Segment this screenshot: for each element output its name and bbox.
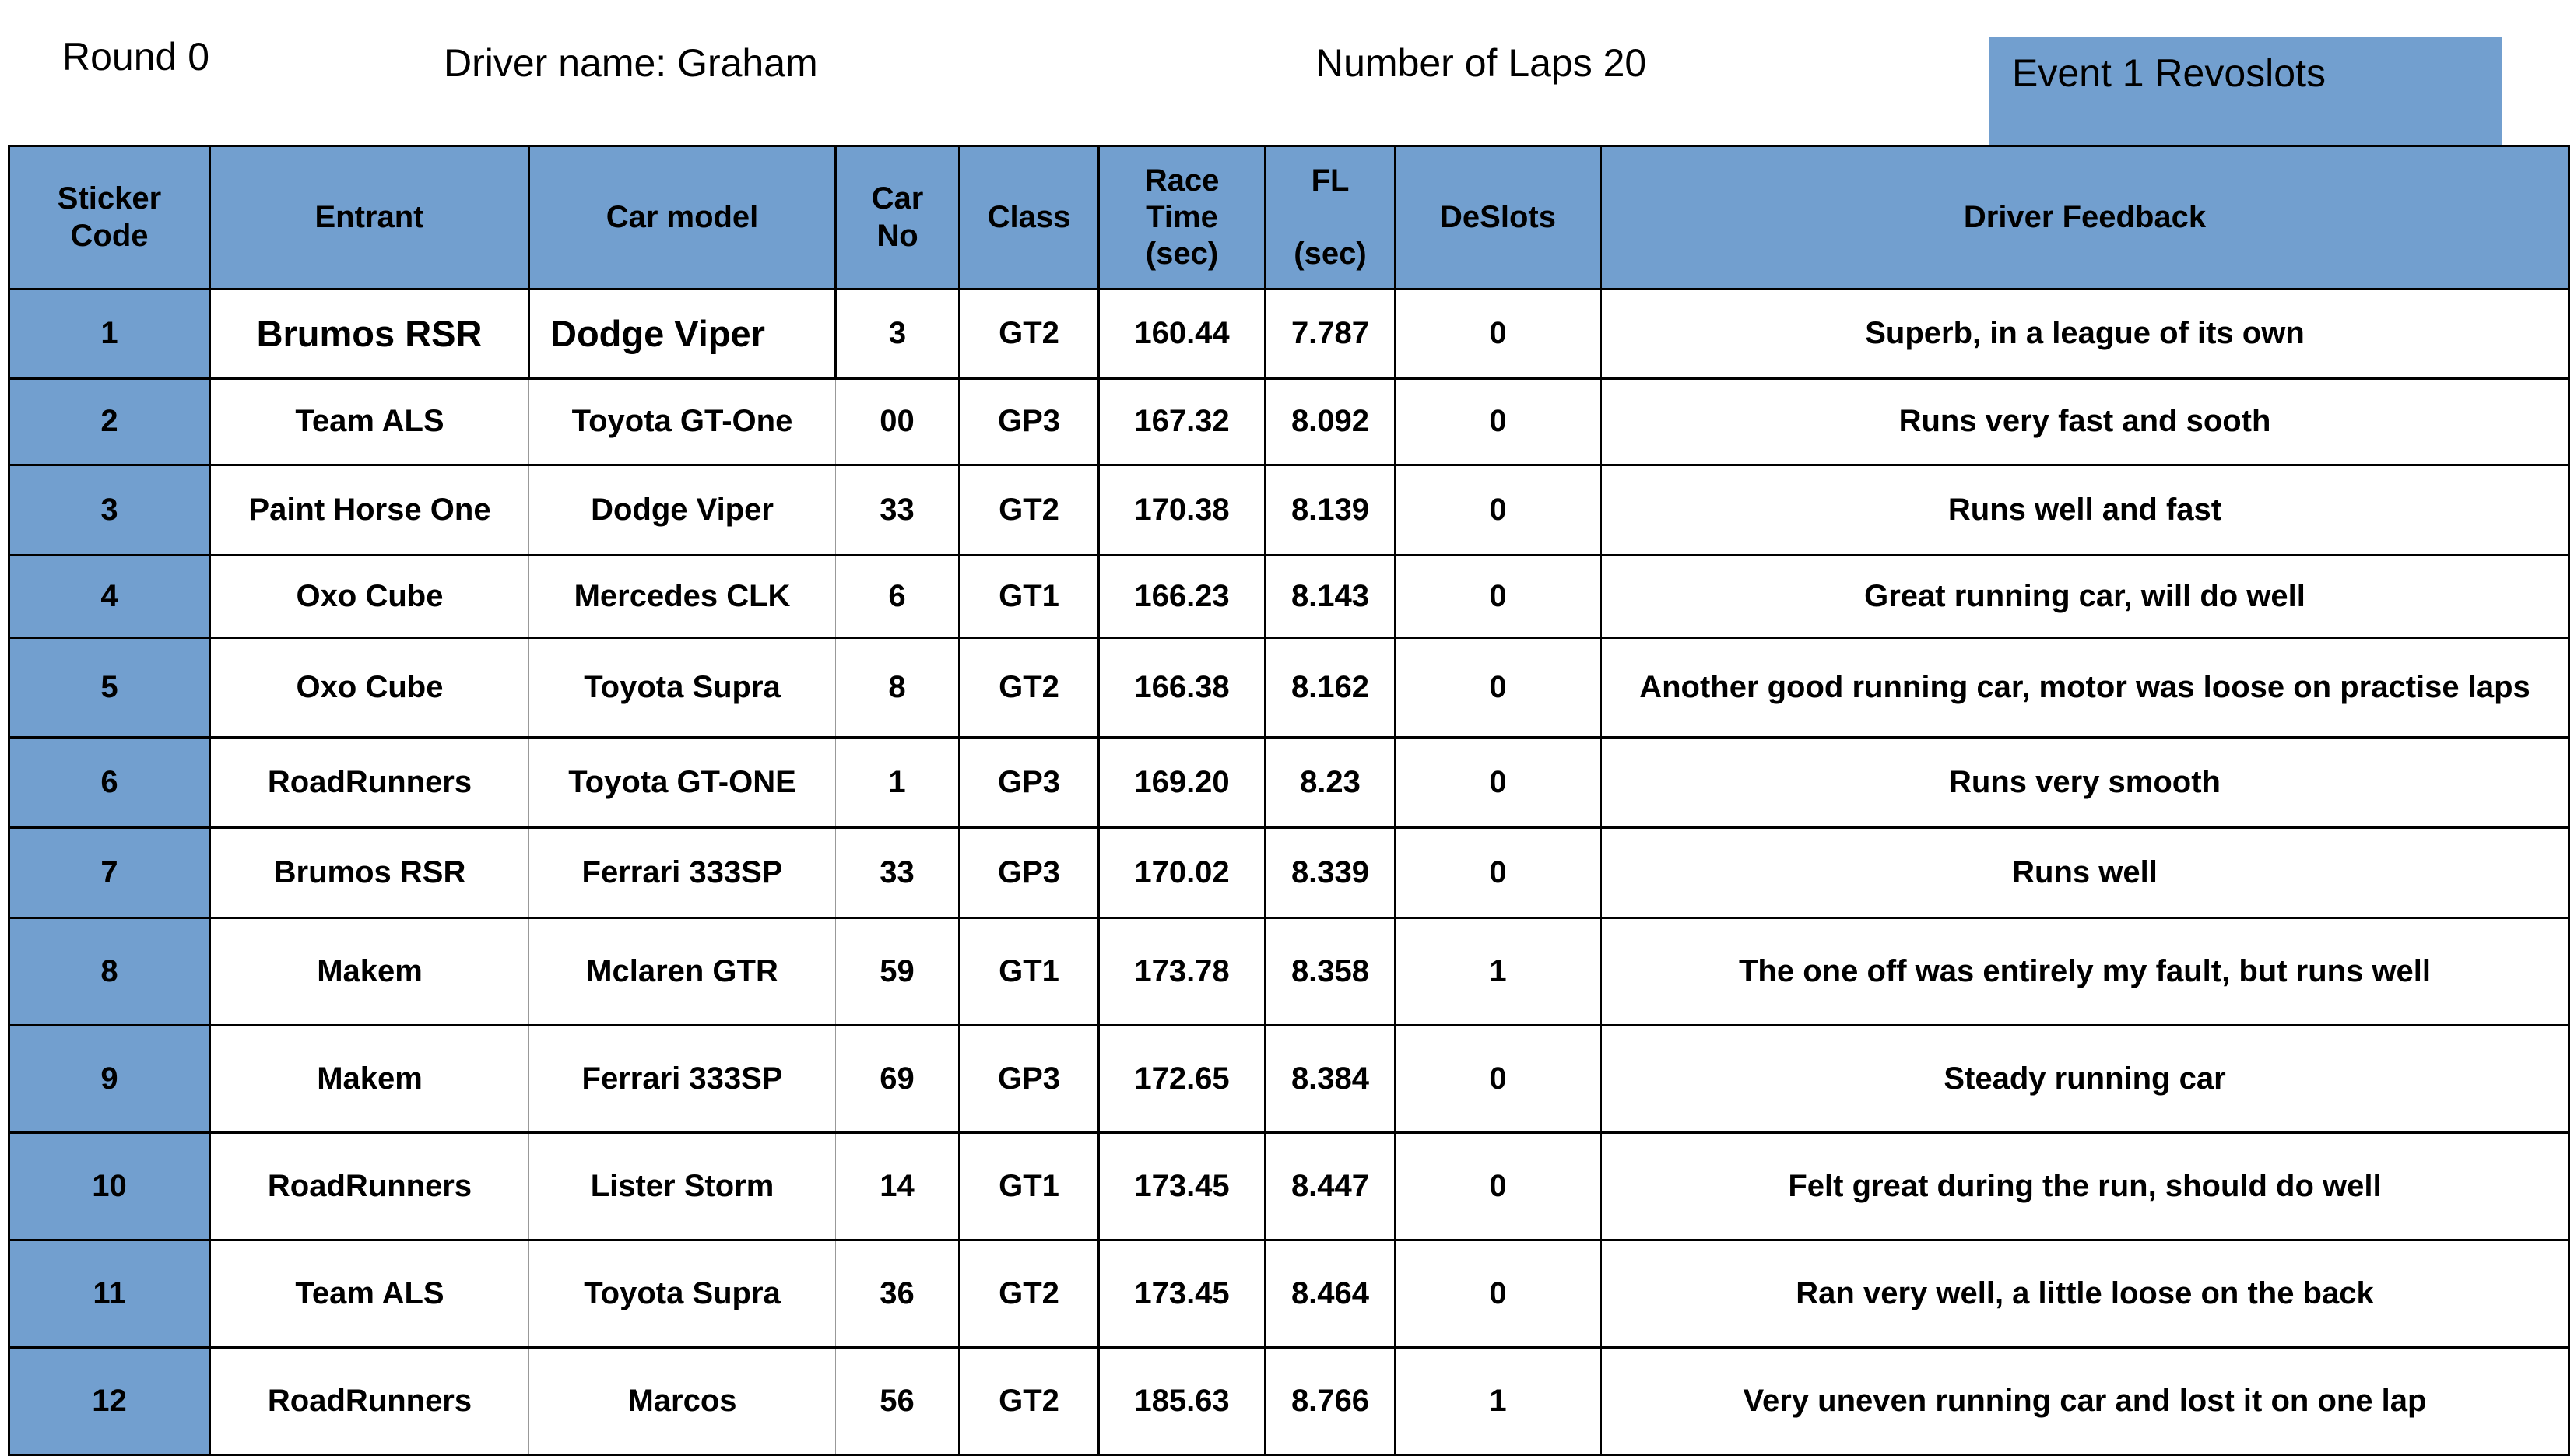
cell-car-no: 69 [836,1026,960,1133]
cell-driver-feedback: Steady running car [1601,1026,2569,1133]
cell-car-model: Dodge Viper [529,289,836,379]
col-header-class: Class [960,146,1099,289]
laps-label: Number of Laps 20 [1315,41,1647,85]
col-header-sticker-code: Sticker Code [9,146,210,289]
cell-entrant: RoadRunners [210,738,529,828]
cell-entrant: RoadRunners [210,1133,529,1240]
cell-class: GP3 [960,1026,1099,1133]
cell-deslots: 1 [1396,1348,1601,1455]
cell-deslots: 0 [1396,1133,1601,1240]
cell-deslots: 0 [1396,556,1601,638]
cell-car-model: Mercedes CLK [529,556,836,638]
table-row [9,556,2569,638]
cell-car-no: 00 [836,379,960,465]
cell-race-time: 160.44 [1099,289,1266,379]
table-row [9,1240,2569,1348]
cell-driver-feedback: Another good running car, motor was loose on practise laps [1601,638,2569,738]
cell-race-time: 166.23 [1099,556,1266,638]
cell-entrant: Oxo Cube [210,556,529,638]
cell-fl: 8.447 [1266,1133,1396,1240]
cell-sticker-code: 11 [9,1240,210,1348]
cell-car-model: Toyota Supra [529,638,836,738]
col-header-car-model: Car model [529,146,836,289]
cell-entrant: Makem [210,1026,529,1133]
cell-car-no: 59 [836,918,960,1026]
cell-race-time: 173.45 [1099,1240,1266,1348]
cell-class: GT2 [960,1348,1099,1455]
cell-sticker-code: 8 [9,918,210,1026]
cell-driver-feedback: Very uneven running car and lost it on one lap [1601,1348,2569,1455]
driver-name-label: Driver name: Graham [444,41,818,85]
cell-deslots: 0 [1396,465,1601,556]
cell-class: GP3 [960,379,1099,465]
cell-car-model: Dodge Viper [529,465,836,556]
cell-car-model: Toyota Supra [529,1240,836,1348]
cell-race-time: 172.65 [1099,1026,1266,1133]
cell-sticker-code: 12 [9,1348,210,1455]
table-row [9,638,2569,738]
cell-car-no: 36 [836,1240,960,1348]
table-row [9,1348,2569,1455]
cell-race-time: 173.78 [1099,918,1266,1026]
cell-class: GT1 [960,1133,1099,1240]
cell-driver-feedback: Great running car, will do well [1601,556,2569,638]
cell-sticker-code: 1 [9,289,210,379]
cell-race-time: 170.02 [1099,828,1266,918]
cell-car-model: Marcos [529,1348,836,1455]
cell-car-model: Toyota GT-ONE [529,738,836,828]
cell-deslots: 0 [1396,828,1601,918]
cell-entrant: Paint Horse One [210,465,529,556]
table-row [9,918,2569,1026]
cell-deslots: 0 [1396,738,1601,828]
col-header-driver-feedback: Driver Feedback [1601,146,2569,289]
round-label: Round 0 [62,35,210,79]
table-row [9,379,2569,465]
cell-class: GP3 [960,738,1099,828]
col-header-fl: FL (sec) [1266,146,1396,289]
cell-entrant: Team ALS [210,379,529,465]
cell-car-no: 8 [836,638,960,738]
cell-car-model: Toyota GT-One [529,379,836,465]
cell-car-no: 56 [836,1348,960,1455]
cell-driver-feedback: The one off was entirely my fault, but runs well [1601,918,2569,1026]
col-header-entrant: Entrant [210,146,529,289]
cell-class: GT2 [960,1240,1099,1348]
cell-deslots: 0 [1396,638,1601,738]
cell-deslots: 0 [1396,379,1601,465]
cell-car-model: Mclaren GTR [529,918,836,1026]
cell-sticker-code: 7 [9,828,210,918]
cell-sticker-code: 5 [9,638,210,738]
cell-sticker-code: 4 [9,556,210,638]
cell-sticker-code: 3 [9,465,210,556]
cell-fl: 8.139 [1266,465,1396,556]
cell-car-no: 33 [836,828,960,918]
cell-fl: 8.23 [1266,738,1396,828]
cell-class: GP3 [960,828,1099,918]
cell-entrant: Oxo Cube [210,638,529,738]
cell-entrant: Brumos RSR [210,289,529,379]
table-row [9,465,2569,556]
cell-car-no: 14 [836,1133,960,1240]
col-header-deslots: DeSlots [1396,146,1601,289]
cell-fl: 8.143 [1266,556,1396,638]
event-label: Event 1 Revoslots [2012,51,2326,95]
cell-race-time: 166.38 [1099,638,1266,738]
cell-class: GT2 [960,289,1099,379]
cell-fl: 8.384 [1266,1026,1396,1133]
cell-deslots: 0 [1396,289,1601,379]
table-row [9,1133,2569,1240]
cell-race-time: 169.20 [1099,738,1266,828]
cell-driver-feedback: Runs very smooth [1601,738,2569,828]
cell-car-no: 6 [836,556,960,638]
cell-fl: 8.092 [1266,379,1396,465]
table-row [9,828,2569,918]
cell-class: GT1 [960,556,1099,638]
cell-race-time: 173.45 [1099,1133,1266,1240]
table-header-row [9,146,2569,289]
cell-entrant: Brumos RSR [210,828,529,918]
cell-car-no: 1 [836,738,960,828]
cell-race-time: 185.63 [1099,1348,1266,1455]
cell-fl: 8.162 [1266,638,1396,738]
results-table [8,145,2570,1456]
cell-race-time: 170.38 [1099,465,1266,556]
col-header-race-time: Race Time (sec) [1099,146,1266,289]
cell-driver-feedback: Runs very fast and sooth [1601,379,2569,465]
cell-driver-feedback: Felt great during the run, should do well [1601,1133,2569,1240]
cell-driver-feedback: Runs well [1601,828,2569,918]
cell-car-model: Lister Storm [529,1133,836,1240]
cell-class: GT2 [960,638,1099,738]
cell-class: GT1 [960,918,1099,1026]
cell-car-model: Ferrari 333SP [529,828,836,918]
table-row [9,289,2569,379]
cell-fl: 8.464 [1266,1240,1396,1348]
cell-fl: 8.358 [1266,918,1396,1026]
cell-sticker-code: 2 [9,379,210,465]
cell-entrant: Makem [210,918,529,1026]
cell-driver-feedback: Runs well and fast [1601,465,2569,556]
cell-car-no: 33 [836,465,960,556]
cell-entrant: Team ALS [210,1240,529,1348]
cell-sticker-code: 10 [9,1133,210,1240]
cell-driver-feedback: Superb, in a league of its own [1601,289,2569,379]
cell-fl: 7.787 [1266,289,1396,379]
cell-deslots: 0 [1396,1240,1601,1348]
cell-car-model: Ferrari 333SP [529,1026,836,1133]
cell-car-no: 3 [836,289,960,379]
cell-deslots: 0 [1396,1026,1601,1133]
event-banner [1989,37,2502,150]
cell-sticker-code: 9 [9,1026,210,1133]
table-row [9,1026,2569,1133]
cell-fl: 8.766 [1266,1348,1396,1455]
cell-fl: 8.339 [1266,828,1396,918]
cell-entrant: RoadRunners [210,1348,529,1455]
cell-sticker-code: 6 [9,738,210,828]
col-header-car-no: Car No [836,146,960,289]
cell-class: GT2 [960,465,1099,556]
cell-driver-feedback: Ran very well, a little loose on the back [1601,1240,2569,1348]
cell-race-time: 167.32 [1099,379,1266,465]
cell-deslots: 1 [1396,918,1601,1026]
table-row [9,738,2569,828]
